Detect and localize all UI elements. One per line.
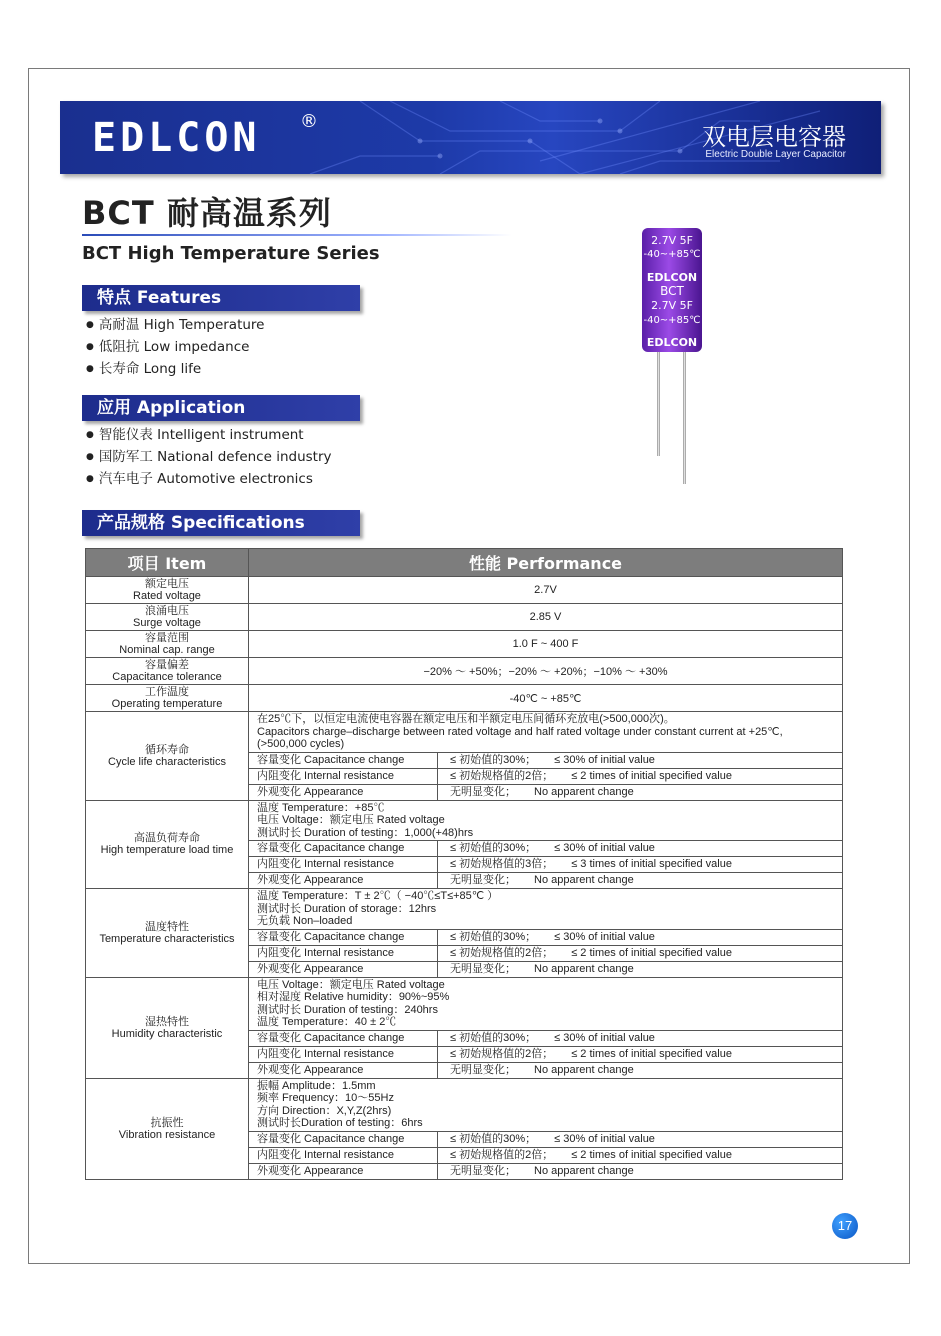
- spec-item-cn: 额定电压: [145, 578, 189, 590]
- criterion-value: [438, 841, 843, 857]
- spec-item: [86, 631, 249, 658]
- criterion-name: 容量变化 Capacitance change: [249, 841, 438, 857]
- criterion-value-en: ≤ 30% of initial value: [554, 1031, 655, 1044]
- spec-item-cn: 容量偏差: [145, 659, 189, 671]
- criterion-value-cn: ≤ 初始规格值的3倍；: [450, 858, 554, 870]
- spec-item-en: Vibration resistance: [118, 1128, 216, 1141]
- table-header-row: [86, 549, 843, 577]
- test-conditions: [249, 1078, 843, 1131]
- spec-item-cn: 循环寿命: [145, 743, 189, 756]
- criterion-name: 内阻变化 Internal resistance: [249, 857, 438, 873]
- application-heading: 应用 Application: [82, 395, 360, 421]
- criterion-value-en: ≤ 2 times of initial specified value: [571, 946, 732, 959]
- condition-line: 电压 Voltage：额定电压 Rated voltage: [257, 814, 445, 826]
- table-row: [86, 889, 843, 930]
- condition-line: 温度 Temperature：40 ± 2℃: [257, 1016, 397, 1028]
- list-item: ● 低阻抗 Low impedance: [86, 336, 265, 358]
- criterion-value-cn: ≤ 初始值的30%；: [450, 1132, 537, 1145]
- spec-value: -40℃ ~ +85℃: [249, 685, 843, 712]
- cap-label-temp: -40~+85℃: [643, 315, 701, 326]
- spec-item-cn: 容量范围: [145, 632, 189, 644]
- table-row: [86, 712, 843, 753]
- spec-group-item: [86, 1078, 249, 1179]
- spec-item: [86, 604, 249, 631]
- criterion-name: 外观变化 Appearance: [249, 1062, 438, 1078]
- spec-value: 1.0 F ~ 400 F: [249, 631, 843, 658]
- criterion-value: [438, 1131, 843, 1147]
- criterion-value-en: ≤ 2 times of initial specified value: [571, 1148, 732, 1161]
- condition-line: 在25℃下，以恒定电流使电容器在额定电压和半额定电压间循环充放电(>500,000次)。: [257, 713, 675, 725]
- criterion-value-cn: ≤ 初始值的30%；: [450, 753, 537, 766]
- criterion-value: [438, 1046, 843, 1062]
- spec-item: [86, 577, 249, 604]
- criterion-value-en: No apparent change: [534, 1164, 634, 1177]
- criterion-value-cn: 无明显变化；: [450, 1063, 516, 1076]
- criterion-value-cn: ≤ 初始规格值的2倍；: [450, 1148, 554, 1161]
- spec-item-cn: 浪涌电压: [145, 605, 189, 617]
- spec-item-en: Nominal cap. range: [119, 644, 215, 656]
- features-heading: 特点 Features: [82, 285, 360, 311]
- list-item: ● 智能仪表 Intelligent instrument: [86, 424, 332, 446]
- criterion-value: [438, 929, 843, 945]
- condition-line: 测试时长 Duration of testing：240hrs: [257, 1003, 438, 1016]
- criterion-value-en: ≤ 30% of initial value: [554, 930, 655, 943]
- criterion-value: [438, 1030, 843, 1046]
- criterion-value: [438, 945, 843, 961]
- criterion-value-cn: 无明显变化；: [450, 785, 516, 798]
- specifications-table: [85, 548, 843, 1180]
- criterion-name: 容量变化 Capacitance change: [249, 1030, 438, 1046]
- table-row: [86, 685, 843, 712]
- col-header-item: 项目 Item: [86, 549, 249, 577]
- condition-line: Capacitors charge–discharge between rated voltage and half rated voltage under constant current at +25℃,: [257, 725, 783, 738]
- spec-group-item: [86, 712, 249, 801]
- capacitor-image: [636, 226, 716, 486]
- criterion-value-en: ≤ 2 times of initial specified value: [571, 1047, 732, 1060]
- criterion-value: [438, 752, 843, 768]
- col-header-performance: 性能 Performance: [249, 549, 843, 577]
- table-row: [86, 658, 843, 685]
- title-underline: [82, 234, 512, 236]
- brand-logo: EDLCON: [92, 115, 261, 161]
- test-conditions: [249, 712, 843, 753]
- criterion-name: 内阻变化 Internal resistance: [249, 945, 438, 961]
- condition-line: 测试时长 Duration of storage：12hrs: [257, 902, 437, 915]
- condition-line: 测试时长Duration of testing：6hrs: [257, 1117, 423, 1129]
- spec-item-en: Cycle life characteristics: [108, 755, 226, 768]
- criterion-value-en: No apparent change: [534, 785, 634, 798]
- criterion-value: [438, 1062, 843, 1078]
- cap-label-brand-bottom: EDLCON: [646, 336, 698, 349]
- spec-item: [86, 685, 249, 712]
- condition-line: 无负载 Non–loaded: [257, 915, 353, 927]
- criterion-value-cn: ≤ 初始规格值的2倍；: [450, 946, 554, 959]
- spec-group-item: [86, 800, 249, 889]
- criterion-value-en: No apparent change: [534, 1063, 634, 1076]
- condition-line: 温度 Temperature：+85℃: [257, 801, 385, 814]
- cap-label-temp-top: -40~+85℃: [643, 249, 701, 260]
- criterion-value-en: No apparent change: [534, 962, 634, 975]
- spec-value: 2.85 V: [249, 604, 843, 631]
- criterion-name: 容量变化 Capacitance change: [249, 752, 438, 768]
- banner-title-en: Electric Double Layer Capacitor: [705, 149, 846, 160]
- list-item: ● 高耐温 High Temperature: [86, 314, 265, 336]
- spec-value: 2.7V: [249, 577, 843, 604]
- list-item: ● 国防军工 National defence industry: [86, 446, 332, 468]
- spec-group-item: [86, 889, 249, 978]
- criterion-name: 容量变化 Capacitance change: [249, 1131, 438, 1147]
- criterion-value-cn: ≤ 初始规格值的2倍；: [450, 769, 554, 782]
- table-row: [86, 1078, 843, 1131]
- criterion-value: [438, 768, 843, 784]
- cap-label-rating: 2.7V 5F: [651, 299, 693, 312]
- condition-line: 频率 Frequency：10～55Hz: [257, 1092, 394, 1104]
- criterion-value-cn: ≤ 初始值的30%；: [450, 842, 537, 854]
- series-title-en: BCT High Temperature Series: [82, 243, 380, 264]
- spec-item-cn: 抗振性: [150, 1116, 184, 1129]
- table-row: [86, 977, 843, 1030]
- criterion-value-en: ≤ 30% of initial value: [554, 753, 655, 766]
- condition-line: (>500,000 cycles): [257, 738, 345, 750]
- criterion-value-cn: ≤ 初始规格值的2倍；: [450, 1047, 554, 1060]
- criterion-value-cn: ≤ 初始值的30%；: [450, 930, 537, 943]
- criterion-name: 内阻变化 Internal resistance: [249, 768, 438, 784]
- spec-item-en: High temperature load time: [100, 844, 234, 857]
- condition-line: 方向 Direction：X,Y,Z(2hrs): [257, 1104, 392, 1117]
- spec-item-en: Capacitance tolerance: [112, 671, 222, 683]
- header-banner: [60, 101, 881, 174]
- condition-line: 温度 Temperature：T ± 2℃（ −40℃≤T≤+85℃ ）: [257, 890, 499, 902]
- criterion-name: 外观变化 Appearance: [249, 784, 438, 800]
- condition-line: 电压 Voltage：额定电压 Rated voltage: [257, 978, 445, 991]
- application-list: [86, 424, 332, 490]
- spec-group-item: [86, 977, 249, 1078]
- criterion-value: [438, 1163, 843, 1179]
- criterion-value: [438, 961, 843, 977]
- criterion-value-cn: ≤ 初始值的30%；: [450, 1031, 537, 1044]
- spec-item-cn: 温度特性: [145, 920, 189, 933]
- specifications-heading: 产品规格 Specifications: [82, 510, 360, 536]
- spec-value: −20% ～ +50%；−20% ～ +20%；−10% ～ +30%: [249, 658, 843, 685]
- test-conditions: [249, 889, 843, 930]
- criterion-value: [438, 784, 843, 800]
- criterion-name: 外观变化 Appearance: [249, 873, 438, 889]
- spec-item: [86, 658, 249, 685]
- cap-label-brand: EDLCON: [646, 271, 698, 284]
- criterion-value-cn: 无明显变化；: [450, 962, 516, 975]
- criterion-value: [438, 873, 843, 889]
- list-item: ● 长寿命 Long life: [86, 358, 265, 380]
- series-title-cn: BCT 耐高温系列: [82, 194, 332, 232]
- criterion-value: [438, 1147, 843, 1163]
- table-row: [86, 800, 843, 841]
- spec-item-en: Temperature characteristics: [99, 932, 235, 945]
- registered-mark: ®: [300, 111, 318, 132]
- criterion-name: 外观变化 Appearance: [249, 961, 438, 977]
- spec-item-cn: 工作温度: [145, 686, 189, 698]
- list-item: ● 汽车电子 Automotive electronics: [86, 468, 332, 490]
- criterion-name: 容量变化 Capacitance change: [249, 929, 438, 945]
- cap-label-model: BCT: [660, 284, 684, 298]
- criterion-value-en: ≤ 2 times of initial specified value: [571, 769, 732, 782]
- spec-item-en: Surge voltage: [133, 617, 201, 629]
- spec-item-en: Humidity characteristic: [111, 1027, 223, 1040]
- criterion-value-en: ≤ 30% of initial value: [554, 1132, 655, 1145]
- criterion-value-cn: 无明显变化；: [450, 1164, 516, 1177]
- criterion-value: [438, 857, 843, 873]
- criterion-value-en: No apparent change: [534, 874, 634, 886]
- condition-line: 相对湿度 Relative humidity：90%~95%: [257, 991, 450, 1003]
- table-row: [86, 631, 843, 658]
- condition-line: 振幅 Amplitude：1.5mm: [257, 1079, 376, 1092]
- table-row: [86, 604, 843, 631]
- criterion-name: 外观变化 Appearance: [249, 1163, 438, 1179]
- page-number: 17: [832, 1213, 858, 1239]
- test-conditions: [249, 977, 843, 1030]
- criterion-name: 内阻变化 Internal resistance: [249, 1147, 438, 1163]
- criterion-value-cn: 无明显变化；: [450, 874, 516, 886]
- features-list: [86, 314, 265, 380]
- spec-item-cn: 湿热特性: [145, 1015, 189, 1028]
- criterion-name: 内阻变化 Internal resistance: [249, 1046, 438, 1062]
- criterion-value-en: ≤ 3 times of initial specified value: [571, 858, 732, 870]
- criterion-value-en: ≤ 30% of initial value: [554, 842, 655, 854]
- condition-line: 测试时长 Duration of testing：1,000(+48)hrs: [257, 826, 474, 839]
- test-conditions: [249, 800, 843, 841]
- table-row: [86, 577, 843, 604]
- cap-label-rating-top: 2.7V 5F: [651, 234, 693, 247]
- spec-item-cn: 高温负荷寿命: [134, 832, 200, 845]
- spec-item-en: Operating temperature: [111, 698, 223, 710]
- banner-title-cn: 双电层电容器: [702, 123, 846, 151]
- spec-item-en: Rated voltage: [133, 590, 201, 602]
